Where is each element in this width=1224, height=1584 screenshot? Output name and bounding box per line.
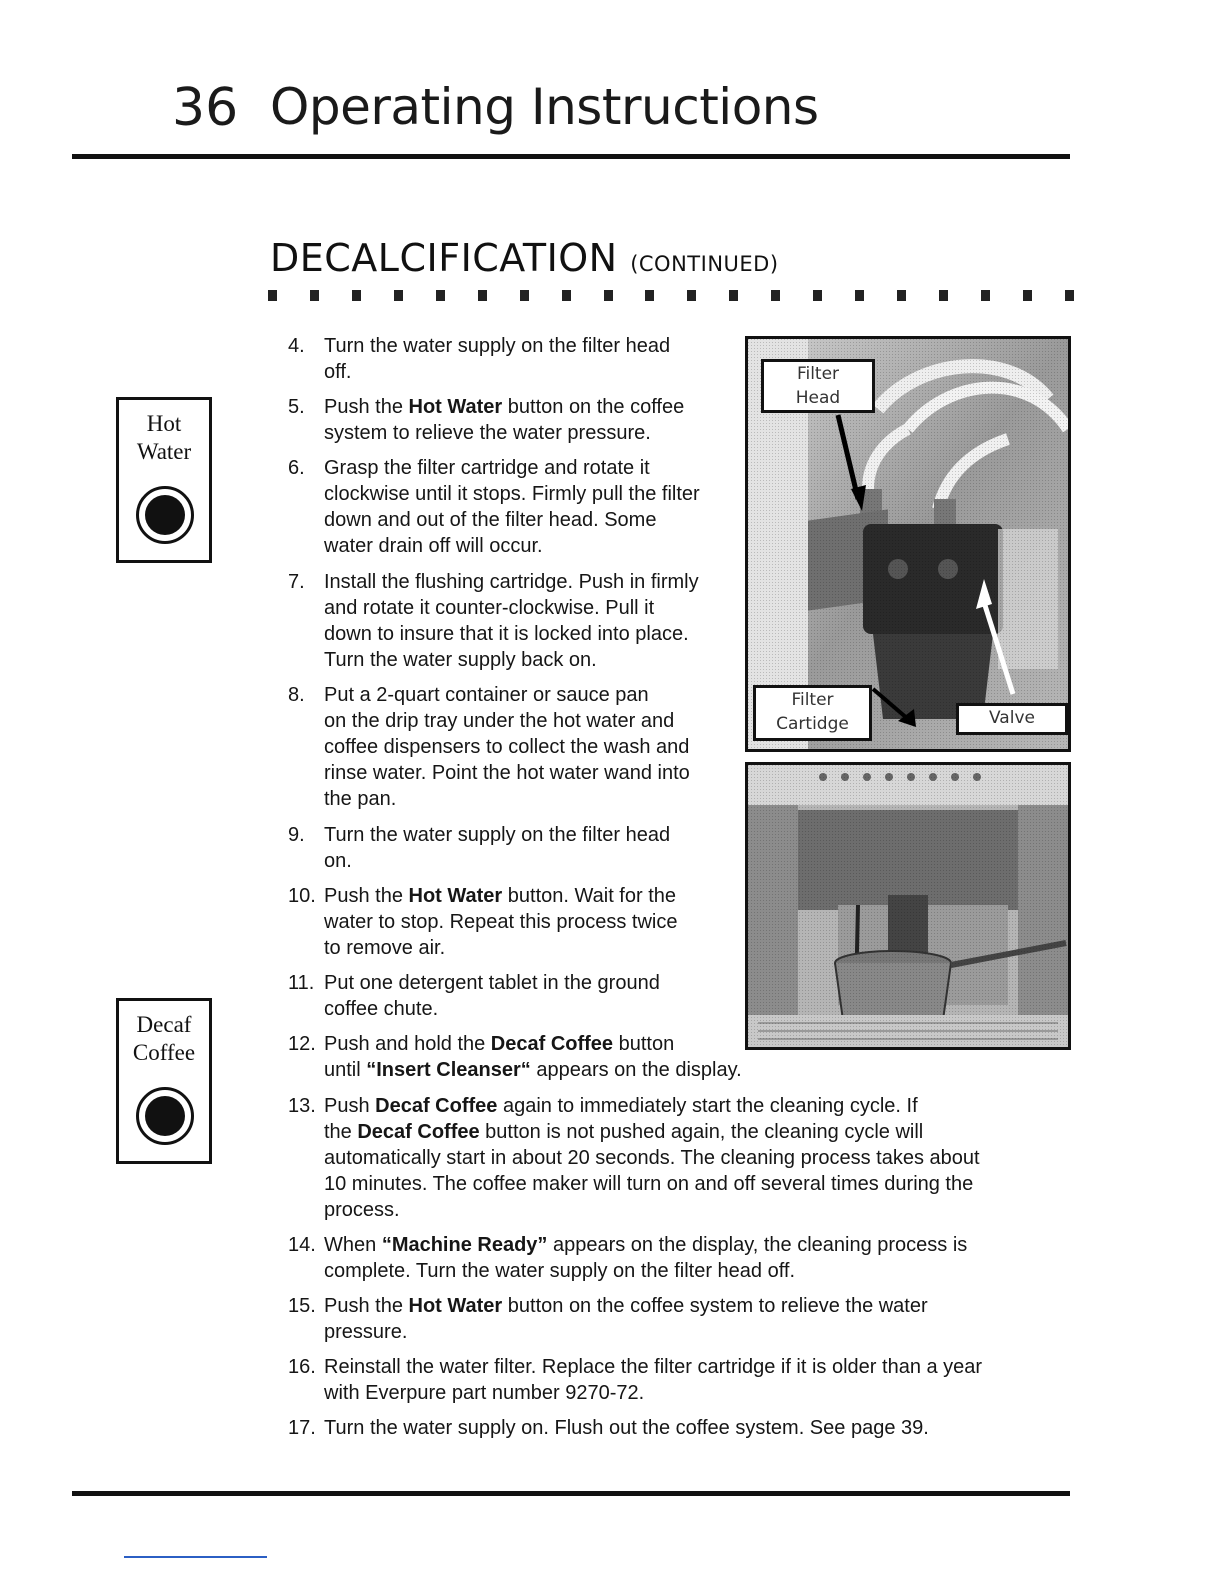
section-title-continued: (CONTINUED) <box>630 252 779 276</box>
section-title-main: DECALCIFICATION <box>270 236 618 280</box>
step-16: 16. Reinstall the water filter. Replace the filter cartridge if it is older than a year with Everpure part number 9270-72. <box>288 1356 983 1404</box>
footer-accent-line <box>124 1556 267 1558</box>
pan-illustration <box>748 765 1068 1047</box>
page-title: Operating Instructions <box>270 78 819 136</box>
drip-tray-pan-photo <box>745 762 1071 1050</box>
step-9: 9. Turn the water supply on the filter head on. <box>288 824 671 872</box>
step-4: 4. Turn the water supply on the filter head off. <box>288 335 671 383</box>
footer-rule <box>72 1491 1070 1496</box>
step-12: 12. Push and hold the Decaf Coffee button until “Insert Cleanser“ appears on the display. <box>288 1033 742 1081</box>
section-divider-dots <box>268 290 1074 302</box>
page-number: 36 <box>172 78 239 138</box>
step-10: 10. Push the Hot Water button. Wait for the water to stop. Repeat this process twice to remove air. <box>288 885 678 959</box>
valve-callout: Valve <box>956 703 1068 735</box>
decaf-coffee-button-graphic <box>116 998 212 1164</box>
step-11: 11. Put one detergent tablet in the ground coffee chute. <box>288 972 660 1020</box>
filter-head-photo <box>745 336 1071 752</box>
decaf-coffee-label: Decaf Coffee <box>132 1012 196 1065</box>
step-13: 13. Push Decaf Coffee again to immediately start the cleaning cycle. If the Decaf Coffee button is not pushed again, the cleaning cycle will automatically start in about 20 seconds. The cleaning process takes about 10 minutes. The coffee maker will turn on and off several times during the process. <box>288 1095 980 1221</box>
step-8: 8. Put a 2-quart container or sauce pan on the drip tray under the hot water and coffee dispensers to collect the wash and rinse water. Point the hot water wand into the pan. <box>288 684 690 810</box>
hot-water-button-icon <box>136 486 194 544</box>
header-rule <box>72 154 1070 159</box>
step-5: 5. Push the Hot Water button on the coffee system to relieve the water pressure. <box>288 396 685 444</box>
step-7: 7. Install the flushing cartridge. Push in firmly and rotate it counter-clockwise. Pull it down to insure that it is locked into place. Turn the water supply back on. <box>288 571 699 671</box>
step-15: 15. Push the Hot Water button on the coffee system to relieve the water pressure. <box>288 1295 928 1343</box>
step-6: 6. Grasp the filter cartridge and rotate it clockwise until it stops. Firmly pull the filter down and out of the filter head. Some water drain off will occur. <box>288 457 700 557</box>
hot-water-label: Hot Water <box>136 411 192 464</box>
step-17: 17. Turn the water supply on. Flush out the coffee system. See page 39. <box>288 1417 929 1439</box>
decaf-coffee-button-icon <box>136 1087 194 1145</box>
hot-water-button-graphic <box>116 397 212 563</box>
filter-cartridge-callout: Filter Cartidge <box>753 685 872 741</box>
filter-head-callout: Filter Head <box>761 359 875 413</box>
step-14: 14. When “Machine Ready” appears on the display, the cleaning process is complete. Turn the water supply on the filter head off. <box>288 1234 968 1282</box>
section-title <box>270 236 779 280</box>
